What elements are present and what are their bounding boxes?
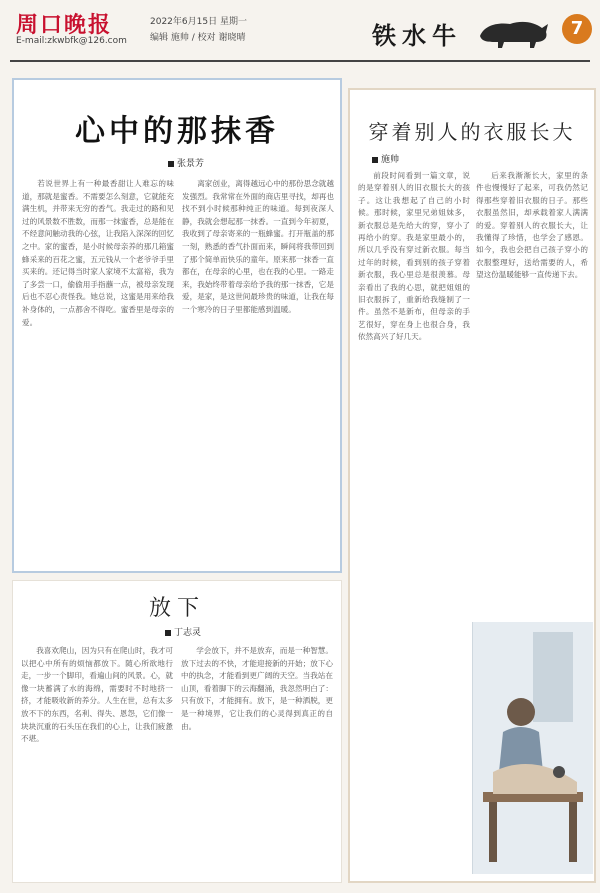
article-body-column: 我喜欢爬山，因为只有在爬山时，我才可以把心中所有的烦恼都放下。随心所欲地行走，一步一个脚印，看遍山间的风景。心，就像一块蓄满了水的海绵，需要时不时地挤一挤，才能吸收新的养分。人生在世，总有太多放不下的东西，名利、得失、恩怨，它们像一块块沉重的石头压在我们的心上，让我们疲惫不堪。: [21, 646, 173, 744]
newspaper-logo: 周口晚报: [16, 12, 113, 38]
square-icon: [168, 161, 174, 167]
page-header: [0, 0, 600, 62]
article-body-column: 前段时间看到一篇文章，说的是穿着别人的旧衣服长大的孩子。这让我想起了自己的小时候。那时候，家里兄弟姐妹多，新衣服总是先给大的穿，穿小了再给小的穿。我是家里最小的，所以几乎没有穿过新衣服。每当过年的时候，看到别的孩子穿着新衣服，我心里总是很羡慕。母亲看出了我的心思，就把姐姐的旧衣服拆了，重新给我缝制了一件。虽然不是新布，但母亲的手艺很好，穿在身上也很合身，我依然高兴了好几天。: [358, 171, 470, 342]
article-author: [165, 625, 201, 638]
article-author: [372, 152, 399, 165]
article-wearing-others-clothes: [348, 88, 596, 883]
author-name: 丁志灵: [174, 628, 202, 638]
square-icon: [372, 157, 378, 163]
article-title: 心中的那抹香: [75, 114, 279, 149]
article-let-go: [12, 580, 342, 883]
article-body-column: 若说世界上有一种最香甜让人难忘的味道，那就是蜜香。不需要怎么刻意，它就能充满生机，并带来无穷的香气。我走过的路和见过的风景数不胜数，而那一抹蜜香，总是能在不经意间触动我的心弦，让我陷入深深的回忆之中。家的蜜香，是小时候母亲养的那几箱蜜蜂采来的百花之蜜，五元钱从一个老爷爷手里买来的。还记得当时家人家境不太富裕，我为了多尝一口，偷偷用手指蘸一点，被母亲发现后也不忍心责怪我。她总说，这蜜是用来给我补身体的，一点都舍不得吃。蜜香里是母亲的爱。: [22, 179, 174, 327]
article-body-column: 后来我渐渐长大，家里的条件也慢慢好了起来，可我仍然记得那些穿着旧衣服的日子。那些衣服虽然旧，却承载着家人满满的爱。穿着别人的衣服长大，让我懂得了珍惜，也学会了感恩。如今，我也会把自己孩子穿小的衣服整理好，送给需要的人，希望这份温暖能够一直传递下去。: [476, 171, 588, 280]
article-title: 放下: [148, 596, 205, 621]
editor-credits: 编辑 施帅 / 校对 谢晓晴: [150, 33, 246, 43]
page-number-badge: 7: [562, 14, 592, 44]
page-section-title: 铁水牛: [372, 21, 462, 50]
author-name: 张景芳: [177, 159, 205, 169]
article-author: [168, 156, 204, 169]
sewing-illustration: [472, 622, 593, 874]
article-body-column: 学会放下，并不是放弃，而是一种智慧。放下过去的不快，才能迎接新的开始；放下心中的执念，才能看到更广阔的天空。当我站在山顶，看着脚下的云海翻涌，我忽然明白了：只有放下，才能拥有。放下，是一种洒脱，更是一种境界，它让我们的心灵得到真正的自由。: [181, 646, 333, 731]
square-icon: [165, 630, 171, 636]
issue-date: 2022年6月15日 星期一: [150, 17, 247, 27]
bull-icon: [474, 12, 554, 52]
email-address: E-mail:zkwbfk@126.com: [16, 36, 127, 46]
header-rule: [10, 60, 590, 62]
article-title: 穿着别人的衣服长大: [368, 120, 576, 144]
article-body-column: 离家创业，离得越远心中的那份思念就越发强烈。我常常在外面的商店里寻找，却再也找不到小时候那种纯正的味道。每到夜深人静，我就会想起那一抹香。一直到今年初夏，我收到了母亲寄来的一瓶蜂蜜。打开瓶盖的那一刻，熟悉的香气扑面而来，瞬间将我带回到了那个简单而快乐的童年。原来那一抹香一直都在，在母亲的心里，也在我的心里。一路走来，我始终带着母亲给予我的那一抹香，它是爱，是家，是这世间最珍贵的味道，让我在每一个寒冷的日子里都能感到温暖。: [182, 179, 334, 314]
article-heart-fragrance: [12, 78, 342, 573]
author-name: 施帅: [381, 155, 400, 165]
